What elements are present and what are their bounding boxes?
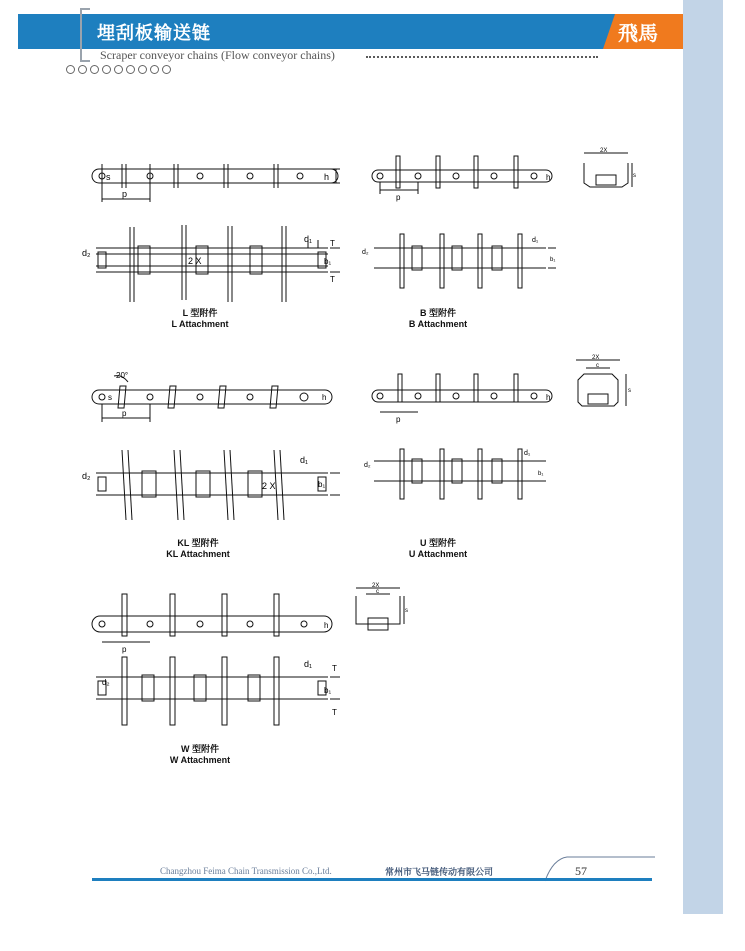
l-attachment-front-view	[78, 222, 348, 312]
dim-b1: b₁	[318, 480, 326, 489]
brand-logo: 飛馬	[618, 21, 658, 45]
dim-t-bottom: T	[332, 708, 337, 717]
dim-p: p	[396, 193, 401, 202]
dim-2x-small: 2X	[600, 148, 608, 154]
dim-2x: 2 X	[262, 481, 276, 491]
u-attachment-top-view	[362, 368, 562, 428]
u-attachment-end-view	[570, 352, 640, 417]
kl-attachment-top-view	[78, 368, 348, 430]
b-attachment-top-view	[362, 150, 562, 210]
page-number: 57	[575, 864, 587, 878]
dim-h: h	[322, 393, 327, 402]
dim-d2: d₂	[362, 249, 369, 256]
w-attachment-front-view	[78, 655, 348, 730]
caption-w-attachment: W 型附件 W Attachment	[169, 744, 231, 765]
dim-p: p	[122, 189, 128, 199]
l-attachment-top-view	[78, 150, 348, 210]
dim-s: s	[108, 393, 112, 402]
dim-s: s	[633, 173, 636, 179]
dim-2x-small: 2X	[372, 583, 380, 589]
dim-h: h	[324, 172, 330, 182]
dim-h: h	[324, 621, 329, 630]
b-attachment-end-view	[578, 145, 638, 195]
dim-s: s	[405, 608, 408, 614]
dim-s: s	[628, 388, 631, 394]
dim-d2: d₂	[364, 462, 371, 469]
dim-b1: b₁	[550, 257, 556, 263]
dim-d1: d₁	[300, 455, 309, 465]
caption-l-attachment: L 型附件 L Attachment	[171, 308, 229, 329]
dim-p: p	[122, 645, 127, 654]
b-attachment-front-view	[360, 230, 560, 295]
page-subtitle: Scraper conveyor chains (Flow conveyor chains)	[100, 48, 335, 62]
dim-d1: d₁	[524, 450, 531, 457]
caption-b-attachment: B 型附件 B Attachment	[408, 308, 468, 329]
dim-h: h	[546, 173, 551, 182]
dim-angle: 20°	[116, 371, 129, 380]
w-attachment-top-view	[78, 590, 348, 655]
decorative-circles	[66, 65, 171, 74]
title-bracket	[80, 8, 90, 62]
dim-h: h	[546, 393, 551, 402]
footer-company-cn: 常州市飞马链传动有限公司	[385, 868, 494, 878]
caption-u-attachment: U 型附件 U Attachment	[408, 538, 468, 559]
dim-c: c	[376, 589, 379, 595]
dim-p: p	[396, 415, 401, 424]
dim-d1: d₁	[304, 234, 313, 244]
dim-d2: d₂	[102, 678, 110, 687]
side-strip	[683, 0, 723, 914]
dim-s: s	[106, 172, 111, 182]
dim-b1: b₁	[324, 257, 332, 266]
w-attachment-end-view	[350, 582, 410, 642]
dim-d1: d₁	[532, 237, 539, 244]
kl-attachment-front-view	[78, 445, 348, 530]
dim-d1: d₁	[304, 659, 313, 669]
dim-d2: d₂	[82, 471, 91, 481]
dim-b1: b₁	[538, 471, 544, 477]
dim-t-top: T	[330, 239, 335, 248]
dotted-rule	[366, 56, 598, 58]
dim-b1: b₁	[324, 686, 332, 695]
dim-p: p	[122, 409, 127, 418]
footer-rule	[92, 878, 652, 881]
footer-company-en: Changzhou Feima Chain Transmission Co.,Ltd.	[160, 866, 332, 876]
dim-2x: 2 X	[188, 256, 202, 266]
page-title: 埋刮板输送链	[97, 23, 211, 44]
dim-2x-small: 2X	[592, 355, 600, 361]
dim-d2: d₂	[82, 248, 91, 258]
u-attachment-front-view	[360, 445, 560, 505]
caption-kl-attachment: KL 型附件 KL Attachment	[166, 538, 230, 559]
dim-t-top: T	[332, 664, 337, 673]
dim-t-bottom: T	[330, 275, 335, 284]
dim-c: c	[596, 363, 599, 369]
